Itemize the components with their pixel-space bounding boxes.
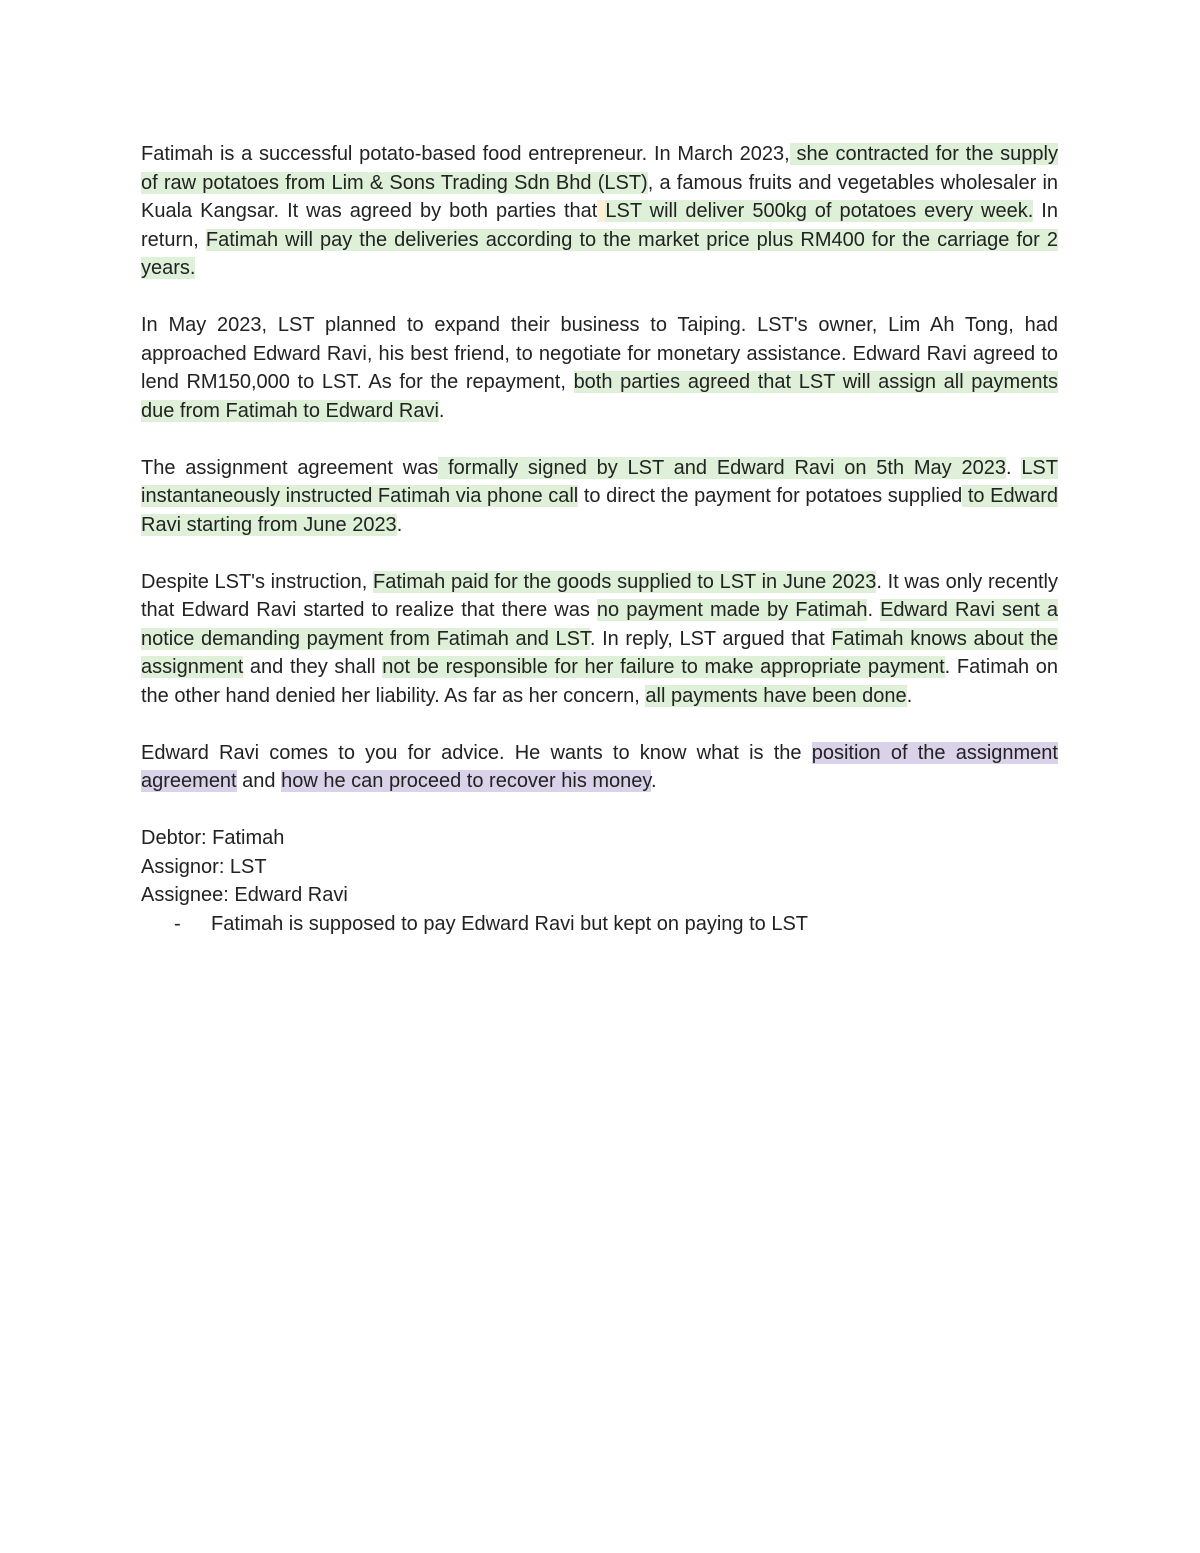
highlighted-text: not be responsible for her failure to make appropriate payment <box>382 656 945 678</box>
highlighted-text: LST instantaneously instructed Fatimah via phone call <box>141 456 1058 507</box>
dash-marker: - <box>174 912 181 935</box>
highlighted-text: both parties agreed that LST will assign all payments due from Fatimah to Edward Ravi <box>141 371 1058 422</box>
assignor-line: Assignor: LST <box>141 855 267 878</box>
text-run: and <box>236 770 282 792</box>
list-item-text: Fatimah is supposed to pay Edward Ravi but kept on paying to LST <box>211 912 809 935</box>
highlighted-text: she contracted for the supply of raw potatoes from Lim & Sons Trading Sdn Bhd (LST) <box>141 143 1058 194</box>
text-run: . <box>438 399 445 422</box>
text-run: . <box>650 770 657 792</box>
text-run: . <box>906 684 913 707</box>
highlighted-text: all payments have been done <box>645 684 907 707</box>
text-run: . <box>1005 456 1022 479</box>
text-run: . In reply, LST argued that <box>589 627 832 650</box>
text-run: Fatimah is a successful potato-based food entrepreneur. In March 2023, <box>141 143 790 165</box>
case-facts <box>141 140 1058 796</box>
highlighted-text: position of the assignment agreement <box>141 741 1058 792</box>
highlighted-text: formally signed by LST and Edward Ravi on 5th May 2023 <box>438 456 1006 479</box>
text-run: . <box>867 599 881 621</box>
text-run: . Fatimah on the other hand denied her liability. As far as her concern, <box>141 656 1058 707</box>
highlighted-text: Edward Ravi sent a notice demanding payment from Fatimah and LST <box>141 599 1058 650</box>
text-run: In return, <box>141 200 1058 251</box>
document-body <box>141 140 1058 938</box>
paragraph <box>141 140 1058 283</box>
paragraph <box>141 568 1058 711</box>
debtor-line: Debtor: Fatimah <box>141 827 285 849</box>
highlighted-text: Fatimah paid for the goods supplied to LST in June 2023 <box>373 570 877 593</box>
text-run: The assignment agreement was <box>141 456 439 479</box>
text-run: Edward Ravi comes to you for advice. He wants to know what is the <box>141 741 812 764</box>
text-run: Despite LST's instruction, <box>141 570 374 593</box>
text-run: . It was only recently that Edward Ravi started to realize that there was <box>141 570 1058 621</box>
assignee-line: Assignee: Edward Ravi <box>141 884 348 906</box>
highlighted-text: how he can proceed to recover his money <box>281 770 651 792</box>
text-run: and they shall <box>243 656 383 678</box>
paragraph <box>141 739 1058 796</box>
paragraph <box>141 311 1058 425</box>
paragraph <box>141 454 1058 540</box>
list-item <box>141 910 1058 939</box>
highlighted-text: Fatimah knows about the assignment <box>141 627 1058 678</box>
highlighted-text: no payment made by Fatimah <box>596 599 868 621</box>
highlighted-text: LST will deliver 500kg of potatoes every week. <box>605 200 1034 222</box>
text-run: . <box>396 513 403 536</box>
highlighted-text: Fatimah will pay the deliveries according to the market price plus RM400 for the carriage for 2 years. <box>141 228 1058 279</box>
text-run: , a famous fruits and vegetables wholesaler in Kuala Kangsar. It was agreed by both parties that <box>141 171 1059 222</box>
text-run: to direct the payment for potatoes supplied <box>578 485 963 507</box>
text-run: In May 2023, LST planned to expand their business to Taiping. LST's owner, Lim Ah Tong, had approached Edward Ravi, his best friend, to negotiate for monetary assistance. Edward Ravi agreed to lend RM150,000 to LST. As for the repayment, <box>141 314 1058 393</box>
highlighted-text: to Edward Ravi starting from June 2023 <box>141 485 1058 536</box>
notes-list <box>141 910 1058 939</box>
